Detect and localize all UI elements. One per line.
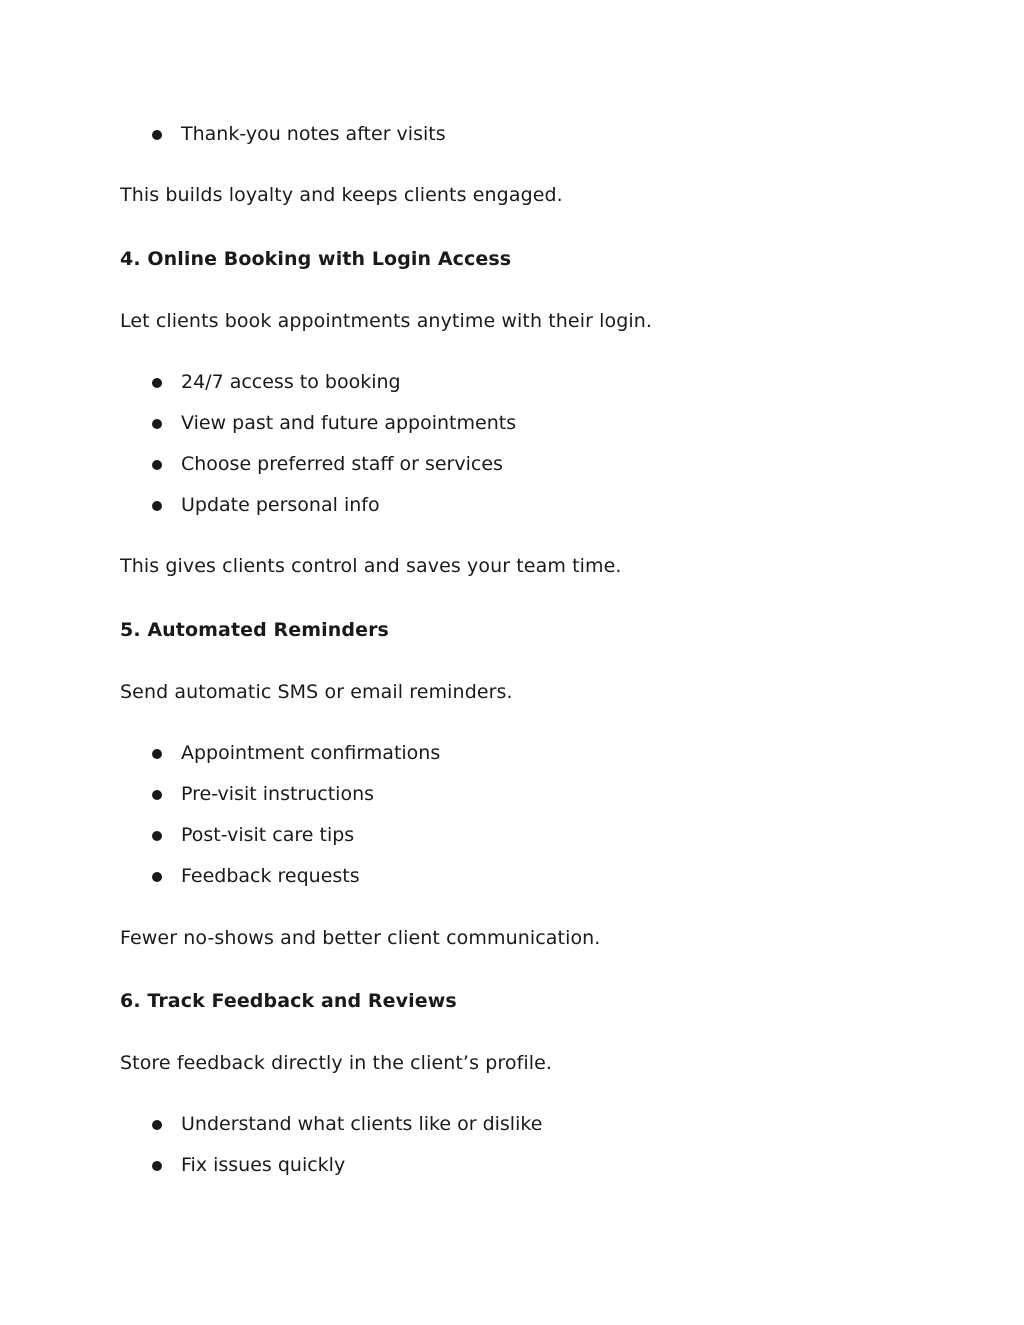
paragraph: Send automatic SMS or email reminders. — [120, 681, 513, 703]
list-item-text: Fix issues quickly — [181, 1154, 346, 1176]
bullet-icon — [152, 831, 162, 841]
paragraph: This gives clients control and saves your team time. — [120, 555, 622, 577]
bullet-icon — [152, 460, 162, 470]
section-heading: 5. Automated Reminders — [120, 619, 389, 641]
bullet-icon — [152, 1120, 162, 1130]
paragraph: Store feedback directly in the client’s profile. — [120, 1052, 553, 1074]
paragraph: Fewer no-shows and better client communication. — [120, 927, 601, 949]
list-item-text: Thank-you notes after visits — [181, 123, 446, 145]
list-item-text: Choose preferred staff or services — [181, 453, 503, 475]
list-item-text: Post-visit care tips — [181, 824, 355, 846]
list-item-text: Feedback requests — [181, 865, 360, 887]
bullet-icon — [152, 419, 162, 429]
list-item-text: View past and future appointments — [181, 412, 517, 434]
list-item-text: Understand what clients like or dislike — [181, 1113, 543, 1135]
list-item-text: Pre-visit instructions — [181, 783, 375, 805]
bullet-icon — [152, 501, 162, 511]
bullet-icon — [152, 790, 162, 800]
bullet-icon — [152, 872, 162, 882]
paragraph: Let clients book appointments anytime with their login. — [120, 310, 653, 332]
paragraph: This builds loyalty and keeps clients engaged. — [120, 184, 563, 206]
bullet-icon — [152, 1161, 162, 1171]
bullet-icon — [152, 749, 162, 759]
section-heading: 4. Online Booking with Login Access — [120, 248, 512, 270]
list-item-text: Appointment confirmations — [181, 742, 441, 764]
section-heading: 6. Track Feedback and Reviews — [120, 990, 457, 1012]
bullet-icon — [152, 130, 162, 140]
list-item-text: 24/7 access to booking — [181, 371, 401, 393]
list-item-text: Update personal info — [181, 494, 380, 516]
bullet-icon — [152, 378, 162, 388]
